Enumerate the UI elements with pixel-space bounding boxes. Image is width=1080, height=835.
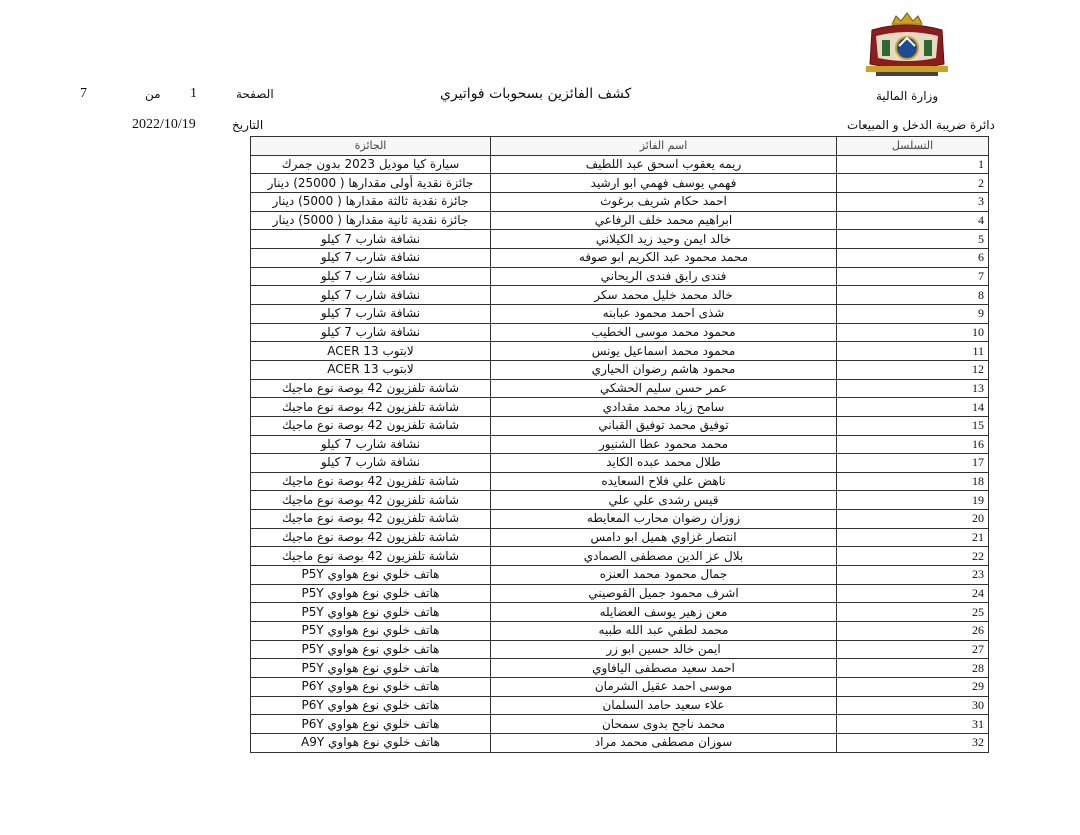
page-number: 1 [190, 86, 197, 101]
table-row [251, 510, 989, 529]
prize-cell: لابتوب ACER 13 [251, 342, 491, 361]
winner-name-cell: سامح زياد محمد مقدادي [491, 398, 837, 417]
winner-name-cell: توفيق محمد توفيق القباني [491, 416, 837, 435]
winner-name-cell: ابراهيم محمد خلف الرفاعي [491, 211, 837, 230]
winner-name-cell: فندى رايق فندى الريحاني [491, 267, 837, 286]
winner-name-cell: موسى احمد عقيل الشرمان [491, 678, 837, 697]
prize-cell: جائزة نقدية ثانية مقدارها ( 5000) دينار [251, 211, 491, 230]
prize-cell: نشافة شارب 7 كيلو [251, 230, 491, 249]
sequence-cell: 29 [837, 678, 989, 697]
winner-name-cell: عمر حسن سليم الحشكي [491, 379, 837, 398]
prize-cell: جائزة نقدية ثالثة مقدارها ( 5000) دينار [251, 192, 491, 211]
winner-name-cell: علاء سعيد حامد السلمان [491, 696, 837, 715]
winner-name-cell: خالد ايمن وحيد زيد الكيلاني [491, 230, 837, 249]
jordan-coat-of-arms-logo [862, 10, 952, 78]
winner-name-cell: اشرف محمود جميل القوصيني [491, 584, 837, 603]
table-row [251, 678, 989, 697]
prize-cell: هاتف خلوي نوع هواوي P5Y [251, 603, 491, 622]
sequence-cell: 28 [837, 659, 989, 678]
table-row [251, 566, 989, 585]
prize-cell: نشافة شارب 7 كيلو [251, 248, 491, 267]
prize-cell: جائزة نقدية أولى مقدارها ( 25000) دينار [251, 174, 491, 193]
sequence-cell: 2 [837, 174, 989, 193]
prize-cell: نشافة شارب 7 كيلو [251, 454, 491, 473]
table-row [251, 174, 989, 193]
winner-name-cell: قيس رشدى علي علي [491, 491, 837, 510]
prize-cell: شاشة تلفزيون 42 بوصة نوع ماجيك [251, 416, 491, 435]
sequence-cell: 22 [837, 547, 989, 566]
column-header-winner-name: اسم الفائز [491, 137, 837, 156]
sequence-cell: 10 [837, 323, 989, 342]
table-row [251, 211, 989, 230]
prize-cell: هاتف خلوي نوع هواوي P5Y [251, 659, 491, 678]
table-header-row [251, 137, 989, 156]
table-row [251, 379, 989, 398]
prize-cell: هاتف خلوي نوع هواوي P6Y [251, 715, 491, 734]
sequence-cell: 3 [837, 192, 989, 211]
winner-name-cell: محمد ناجح بدوى سمحان [491, 715, 837, 734]
document-title: كشف الفائزين بسحوبات فواتيري [440, 86, 632, 102]
winner-name-cell: انتصار غزاوي هميل ابو دامس [491, 528, 837, 547]
table-row [251, 230, 989, 249]
prize-cell: نشافة شارب 7 كيلو [251, 267, 491, 286]
sequence-cell: 16 [837, 435, 989, 454]
sequence-cell: 5 [837, 230, 989, 249]
sequence-cell: 19 [837, 491, 989, 510]
prize-cell: هاتف خلوي نوع هواوي A9Y [251, 734, 491, 753]
prize-cell: هاتف خلوي نوع هواوي P5Y [251, 622, 491, 641]
prize-cell: هاتف خلوي نوع هواوي P5Y [251, 584, 491, 603]
winner-name-cell: محمود محمد اسماعيل يونس [491, 342, 837, 361]
of-label: من [145, 87, 161, 101]
column-header-prize: الجائزة [251, 137, 491, 156]
table-row [251, 248, 989, 267]
sequence-cell: 26 [837, 622, 989, 641]
sequence-cell: 23 [837, 566, 989, 585]
prize-cell: لابتوب ACER 13 [251, 360, 491, 379]
table-row [251, 734, 989, 753]
prize-cell: نشافة شارب 7 كيلو [251, 304, 491, 323]
prize-cell: نشافة شارب 7 كيلو [251, 286, 491, 305]
prize-cell: هاتف خلوي نوع هواوي P6Y [251, 696, 491, 715]
winner-name-cell: جمال محمود محمد العنزه [491, 566, 837, 585]
table-row [251, 304, 989, 323]
table-row [251, 286, 989, 305]
prize-cell: شاشة تلفزيون 42 بوصة نوع ماجيك [251, 379, 491, 398]
sequence-cell: 4 [837, 211, 989, 230]
winner-name-cell: خالد محمد خليل محمد سكر [491, 286, 837, 305]
table-row [251, 696, 989, 715]
sequence-cell: 7 [837, 267, 989, 286]
sequence-cell: 15 [837, 416, 989, 435]
table-row [251, 323, 989, 342]
table-row [251, 584, 989, 603]
table-row [251, 659, 989, 678]
sequence-cell: 31 [837, 715, 989, 734]
prize-cell: نشافة شارب 7 كيلو [251, 435, 491, 454]
winner-name-cell: بلال عز الدين مصطفى الصمادي [491, 547, 837, 566]
prize-cell: شاشة تلفزيون 42 بوصة نوع ماجيك [251, 398, 491, 417]
ministry-name: وزارة المالية [876, 89, 939, 103]
winner-name-cell: فهمي يوسف فهمي ابو ارشيد [491, 174, 837, 193]
prize-cell: شاشة تلفزيون 42 بوصة نوع ماجيك [251, 472, 491, 491]
sequence-cell: 21 [837, 528, 989, 547]
table-row [251, 192, 989, 211]
winner-name-cell: ناهض علي فلاح السعايده [491, 472, 837, 491]
winner-name-cell: سوزان مصطفى محمد مراد [491, 734, 837, 753]
sequence-cell: 27 [837, 640, 989, 659]
table-row [251, 622, 989, 641]
sequence-cell: 13 [837, 379, 989, 398]
date-value: 2022/10/19 [132, 117, 196, 132]
winner-name-cell: زوزان رضوان محارب المعايطه [491, 510, 837, 529]
sequence-cell: 20 [837, 510, 989, 529]
sequence-cell: 30 [837, 696, 989, 715]
prize-cell: شاشة تلفزيون 42 بوصة نوع ماجيك [251, 547, 491, 566]
winner-name-cell: محمود محمد موسى الخطيب [491, 323, 837, 342]
page-label: الصفحة [236, 87, 274, 101]
table-row [251, 267, 989, 286]
column-header-sequence: التسلسل [837, 137, 989, 156]
sequence-cell: 18 [837, 472, 989, 491]
sequence-cell: 1 [837, 155, 989, 174]
date-label: التاريخ [232, 118, 264, 132]
table-row [251, 472, 989, 491]
table-row [251, 603, 989, 622]
winner-name-cell: معن زهير يوسف العضايله [491, 603, 837, 622]
sequence-cell: 6 [837, 248, 989, 267]
winner-name-cell: طلال محمد عبده الكايد [491, 454, 837, 473]
sequence-cell: 8 [837, 286, 989, 305]
winner-name-cell: احمد حكام شريف برغوث [491, 192, 837, 211]
winner-name-cell: محمود هاشم رضوان الحياري [491, 360, 837, 379]
prize-cell: شاشة تلفزيون 42 بوصة نوع ماجيك [251, 510, 491, 529]
table-row [251, 416, 989, 435]
winner-name-cell: احمد سعيد مصطفى اليافاوي [491, 659, 837, 678]
prize-cell: هاتف خلوي نوع هواوي P5Y [251, 566, 491, 585]
winner-name-cell: ريمه يعقوب اسحق عبد اللطيف [491, 155, 837, 174]
winner-name-cell: محمد محمود عطا الشنيور [491, 435, 837, 454]
table-row [251, 155, 989, 174]
prize-cell: شاشة تلفزيون 42 بوصة نوع ماجيك [251, 491, 491, 510]
table-row [251, 398, 989, 417]
table-row [251, 360, 989, 379]
sequence-cell: 12 [837, 360, 989, 379]
sequence-cell: 25 [837, 603, 989, 622]
table-row [251, 547, 989, 566]
table-row [251, 342, 989, 361]
winner-name-cell: شذى احمد محمود عبابنه [491, 304, 837, 323]
table-row [251, 528, 989, 547]
prize-cell: سيارة كيا موديل 2023 بدون جمرك [251, 155, 491, 174]
prize-cell: هاتف خلوي نوع هواوي P6Y [251, 678, 491, 697]
prize-cell: شاشة تلفزيون 42 بوصة نوع ماجيك [251, 528, 491, 547]
page-total: 7 [80, 86, 87, 101]
sequence-cell: 32 [837, 734, 989, 753]
table-row [251, 454, 989, 473]
winner-name-cell: محمد محمود عبد الكريم ابو صوفه [491, 248, 837, 267]
table-row [251, 715, 989, 734]
sequence-cell: 24 [837, 584, 989, 603]
table-row [251, 435, 989, 454]
department-name: دائرة ضريبة الدخل و المبيعات [847, 118, 995, 132]
winner-name-cell: ايمن خالد حسين ابو زر [491, 640, 837, 659]
winners-table [250, 136, 989, 753]
table-row [251, 491, 989, 510]
sequence-cell: 9 [837, 304, 989, 323]
winner-name-cell: محمد لطفي عبد الله طبيه [491, 622, 837, 641]
sequence-cell: 17 [837, 454, 989, 473]
prize-cell: هاتف خلوي نوع هواوي P5Y [251, 640, 491, 659]
sequence-cell: 14 [837, 398, 989, 417]
prize-cell: نشافة شارب 7 كيلو [251, 323, 491, 342]
sequence-cell: 11 [837, 342, 989, 361]
table-row [251, 640, 989, 659]
